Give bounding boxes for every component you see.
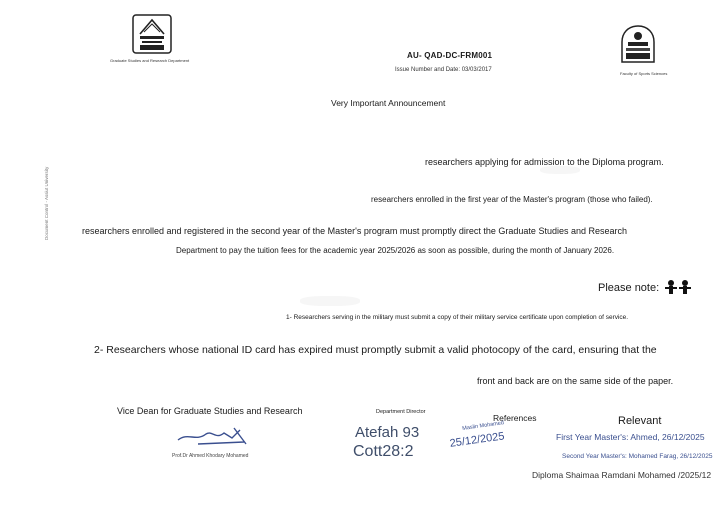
- references-title: References: [493, 413, 537, 423]
- note-item-continued: front and back are on the same side of the paper.: [477, 376, 674, 386]
- relevant-item: Second Year Master's: Mohamed Farag, 26/12/2025: [562, 453, 713, 460]
- announcement-line: researchers applying for admission to the Diploma program.: [425, 157, 664, 167]
- note-item: 1- Researchers serving in the military must submit a copy of their military service certificate upon completion of service.: [286, 314, 629, 321]
- left-logo-caption: Graduate Studies and Research Department: [110, 58, 190, 63]
- scan-smudge: [540, 166, 580, 174]
- relevant-item: Diploma Shaimaa Ramdani Mohamed /2025/12: [532, 470, 712, 480]
- handwritten-note: Cott28:2: [353, 443, 414, 460]
- relevant-title: Relevant: [618, 415, 662, 427]
- right-logo-caption: Faculty of Sports Sciences: [620, 71, 668, 76]
- vice-dean-signature-icon: [174, 424, 254, 448]
- vice-dean-title: Vice Dean for Graduate Studies and Research: [117, 406, 303, 416]
- announcement-line: researchers enrolled and registered in the second year of the Master's program must promptly direct the Graduate Studies and Research: [82, 226, 627, 236]
- references-stamp-name: Maslin Mohamed: [462, 420, 505, 432]
- note-item: 2- Researchers whose national ID card has expired must promptly submit a valid photocopy of the card, ensuring that the: [94, 344, 657, 356]
- form-code: AU- QAD-DC-FRM001: [407, 51, 493, 60]
- announcement-line: Department to pay the tuition fees for the academic year 2025/2026 as soon as possible, during the month of January 2026.: [176, 246, 615, 255]
- announcement-line: researchers enrolled in the first year of the Master's program (those who failed).: [371, 195, 653, 204]
- announcement-title: Very Important Announcement: [331, 98, 446, 108]
- issue-info: Issue Number and Date: 03/03/2017: [395, 67, 492, 73]
- faculty-logo-icon: [620, 24, 656, 66]
- pointing-hands-icon: [663, 279, 693, 297]
- university-logo-icon: [132, 14, 172, 54]
- side-control-text: Document Control - Assiut University: [44, 166, 49, 240]
- references-stamp-date: 25/12/2025: [449, 430, 506, 450]
- department-director-title: Department Director: [376, 409, 426, 415]
- handwritten-note: Atefah 93: [355, 424, 420, 441]
- vice-dean-name: Prof.Dr Ahmed Khodary Mohamed: [172, 453, 249, 459]
- notes-label: Please note:: [598, 282, 660, 294]
- relevant-item: First Year Master's: Ahmed, 26/12/2025: [556, 432, 705, 442]
- scan-smudge: [300, 296, 360, 306]
